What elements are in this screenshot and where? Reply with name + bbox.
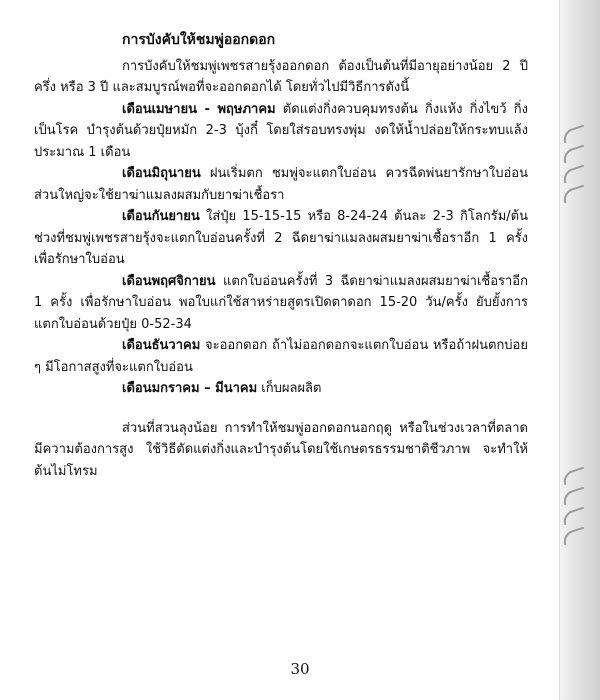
month-label-3: เดือนกันยายน (122, 209, 200, 224)
binding-ring (561, 467, 588, 486)
month-label-2: เดือนมิถุนายน (122, 166, 201, 181)
section-heading: การบังคับให้ชมพู่ออกดอก (122, 32, 276, 48)
month-label-1: เดือนเมษายน - พฤษภาคม (122, 101, 276, 117)
binding-ring (561, 145, 588, 164)
binding-ring (561, 165, 588, 184)
binding-ring (561, 125, 588, 144)
binding-ring (561, 527, 588, 546)
page-number: 30 (290, 660, 310, 678)
month-paragraph-5: เดือนธันวาคม จะออกดอก ถ้าไม่ออกดอกจะแตกใบอ่อน หรือถ้าฝนตกบ่อย ๆ มีโอกาสสูงที่จะแตกใบอ่อน (34, 338, 528, 375)
month-paragraph-6: เดือนมกราคม – มีนาคม เก็บผลผลิต (122, 381, 322, 396)
month-label-6: เดือนมกราคม – มีนาคม (122, 381, 258, 396)
month-label-4: เดือนพฤศจิกายน (122, 273, 216, 289)
notebook-binding (559, 0, 600, 700)
binding-ring (561, 507, 588, 526)
month-label-5: เดือนธันวาคม (122, 338, 201, 353)
page-content (34, 30, 528, 482)
paragraph-gap (80, 400, 528, 418)
intro-paragraph: การบังคับให้ชมพู่เพชรสายรุ้งออกดอก ต้องเป็นต้นที่มีอายุอย่างน้อย 2 ปีครึ่ง หรือ 3 ปี และสมบูรณ์พอที่จะออกดอกได้ โดยทั่วไปมีวิธีการดังนี้ (34, 58, 528, 95)
closing-paragraph: ส่วนที่สวนลุงน้อย การทำให้ชมพู่ออกดอกนอกฤดู หรือในช่วงเวลาที่ตลาดมีความต้องการสูง ใช้วิธีตัดแต่งกิ่งและบำรุงต้นโดยใช้เกษตรธรรมชาติชีวภาพ จะทำให้ต้นไม่โทรม (34, 420, 528, 479)
month-paragraph-2: เดือนมิถุนายน ฝนเริ่มตก ชมพู่จะแตกใบอ่อน ควรฉีดพ่นยารักษาใบอ่อน ส่วนใหญ่จะใช้ยาฆ่าแมลงผสมกับยาฆ่าเชื้อรา (34, 166, 528, 203)
month-paragraph-4: เดือนพฤศจิกายน แตกใบอ่อนครั้งที่ 3 ฉีดยาฆ่าแมลงผสมยาฆ่าเชื้อราอีก 1 ครั้ง เพื่อรักษาใบอ่อน พอใบแก่ใช้สาหร่ายสูตรเปิดตาดอก 15-20 วัน/ครั้ง ยับยั้งการแตกใบอ่อนด้วยปุ๋ย 0-52-34 (34, 273, 528, 332)
binding-ring (561, 185, 588, 204)
month-paragraph-1: เดือนเมษายน - พฤษภาคม ตัดแต่งกิ่งควบคุมทรงต้น กิ่งแห้ง กิ่งไขว้ กิ่งเป็นโรค บำรุงต้นด้วยปุ๋ยหมัก 2-3 บุ้งกี๋ โดยใส่รอบทรงพุ่ม งดให้น้ำปล่อยให้กระทบแล้งประมาณ 1 เดือน (34, 101, 528, 160)
month-paragraph-3: เดือนกันยายน ใส่ปุ๋ย 15-15-15 หรือ 8-24-24 ต้นละ 2-3 กิโลกรัม/ต้น ช่วงที่ชมพู่เพชรสายรุ้งจะแตกใบอ่อนครั้งที่ 2 ฉีดยาฆ่าแมลงผสมยาฆ่าเชื้อราอีก 1 ครั้ง เพื่อรักษาใบอ่อน (34, 209, 528, 267)
binding-ring (561, 487, 588, 506)
